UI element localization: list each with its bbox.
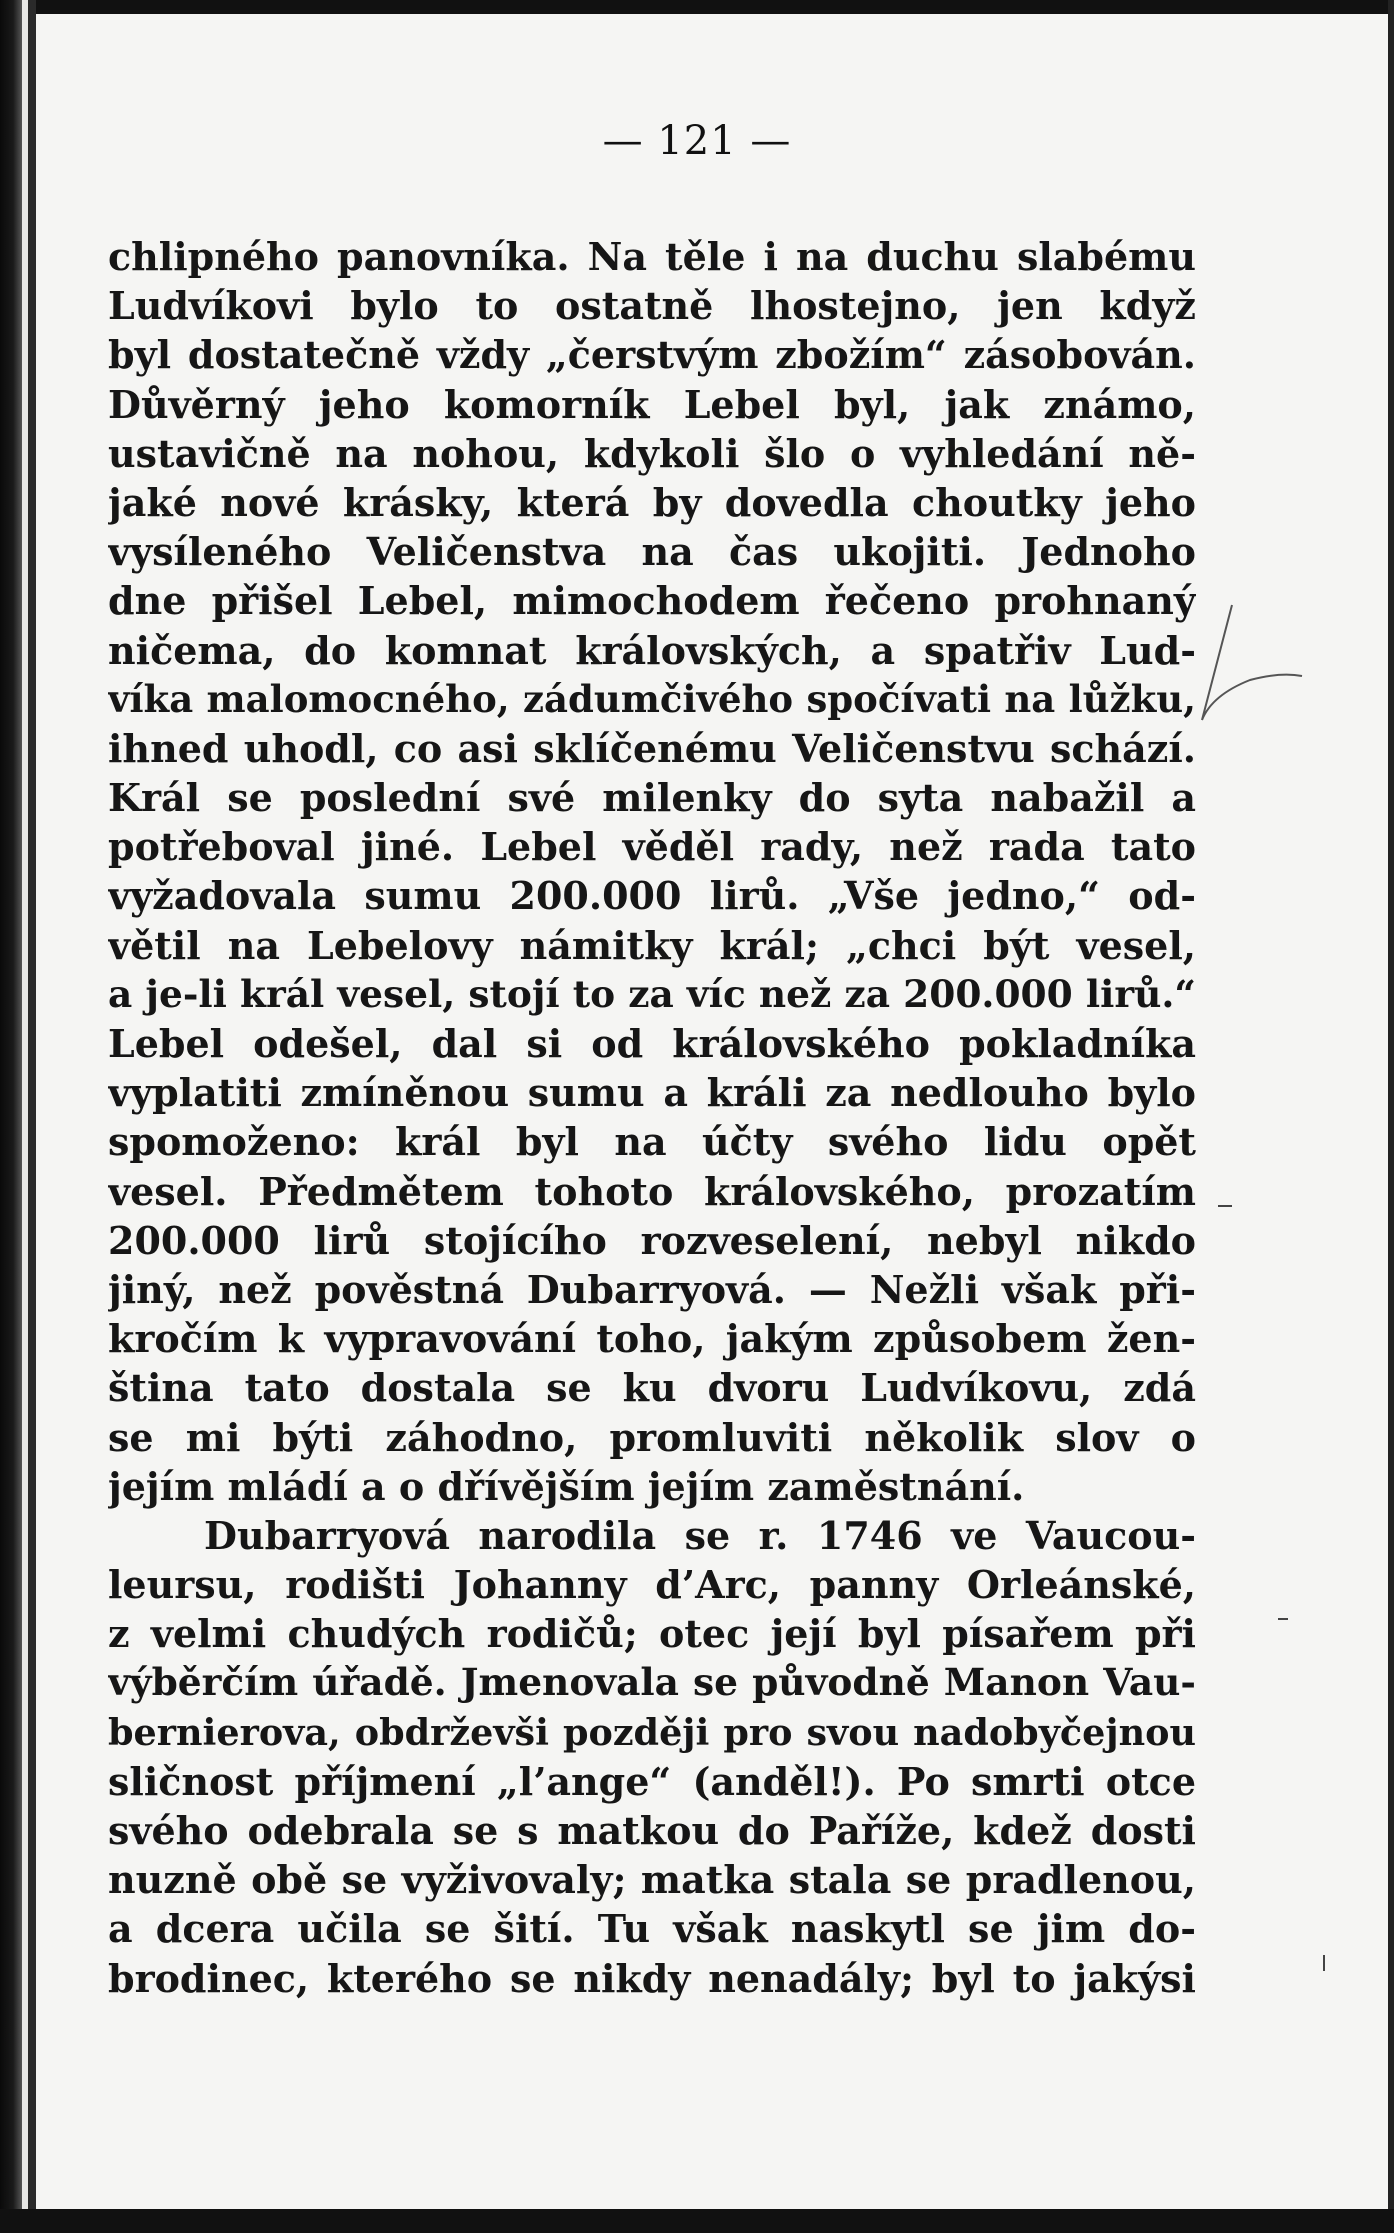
text-line: leursu, rodišti Johanny d’Arc, panny Orleánské, (108, 1562, 1196, 1608)
text-line: nuzně obě se vyživovaly; matka stala se pradlenou, (108, 1857, 1196, 1903)
text-line: jejím mládí a o dřívějším jejím zaměstnání. (108, 1463, 1025, 1509)
text-line: z velmi chudých rodičů; otec její byl písařem při (108, 1611, 1196, 1657)
text-line: a je-li král vesel, stojí to za víc než za 200.000 lirů.“ (108, 971, 1196, 1016)
text-line: svého odebrala se s matkou do Paříže, kdež dosti (108, 1808, 1196, 1853)
margin-mark (1278, 1618, 1288, 1620)
text-line: bernierova, obdrževši později pro svou nadobyčejnou (108, 1710, 1196, 1754)
text-line: kročím k vypravování toho, jakým způsobem žen- (108, 1316, 1196, 1362)
text-line: potřeboval jiné. Lebel věděl rady, než rada tato (108, 824, 1196, 870)
text-line: byl dostatečně vždy „čerstvým zbožím“ zásobován. (108, 332, 1196, 378)
text-line: Důvěrný jeho komorník Lebel byl, jak známo, (108, 381, 1196, 427)
text-line: Dubarryová narodila se r. 1746 ve Vaucou- (204, 1512, 1196, 1558)
text-line: ničema, do komnat královských, a spatřiv Lud- (108, 627, 1196, 673)
text-line: 200.000 lirů stojícího rozveselení, nebyl nikdo (108, 1217, 1196, 1263)
text-line: ihned uhodl, co asi sklíčenému Veličenstvu schází. (108, 725, 1196, 771)
text-line: výběrčím úřadě. Jmenovala se původně Manon Vau- (108, 1660, 1196, 1705)
margin-mark (1218, 1205, 1232, 1207)
text-line: dne přišel Lebel, mimochodem řečeno prohnaný (108, 578, 1196, 624)
text-line: se mi býti záhodno, promluviti několik slov o (108, 1414, 1196, 1460)
scan-edge-line (28, 0, 36, 2233)
scan-edge-right (1388, 0, 1394, 2233)
text-line: vyplatiti zmíněnou sumu a králi za nedlouho bylo (108, 1070, 1196, 1116)
text-line: ština tato dostala se ku dvoru Ludvíkovu, zdá (108, 1365, 1196, 1411)
text-line: Lebel odešel, dal si od královského pokladníka (108, 1021, 1196, 1066)
text-line: jiný, než pověstná Dubarryová. — Nežli však při- (108, 1266, 1196, 1312)
text-line: chlipného panovníka. Na těle i na duchu slabému (108, 234, 1196, 279)
text-line: brodinec, kterého se nikdy nenadály; byl to jakýsi (108, 1955, 1196, 2001)
text-line: víka malomocného, zádumčivého spočívati na lůžku, (108, 676, 1196, 721)
text-line: Král se poslední své milenky do syta nabažil a (108, 775, 1196, 821)
text-line: spomoženo: král byl na účty svého lidu opět (108, 1119, 1196, 1165)
text-line: Ludvíkovi bylo to ostatně lhostejno, jen když (108, 283, 1196, 329)
text-line: a dcera učila se šití. Tu však naskytl se jim do- (108, 1906, 1196, 1952)
page-number: — 121 — (602, 118, 792, 164)
scan-edge-bottom (0, 2209, 1394, 2233)
scan-edge-top (0, 0, 1394, 14)
body-text (108, 232, 1196, 2003)
text-line: vysíleného Veličenstva na čas ukojiti. Jednoho (108, 529, 1196, 575)
margin-pencil-mark (1190, 600, 1310, 740)
text-line: sličnost příjmení „l’ange“ (anděl!). Po smrti otce (108, 1758, 1196, 1804)
margin-mark (1323, 1955, 1325, 1971)
text-line: jaké nové krásky, která by dovedla choutky jeho (108, 479, 1196, 525)
text-line: větil na Lebelovy námitky král; „chci být vesel, (108, 922, 1196, 968)
scan-edge-left (0, 0, 22, 2233)
text-line: vyžadovala sumu 200.000 lirů. „Vše jedno,“ od- (108, 873, 1196, 919)
text-line: vesel. Předmětem tohoto královského, prozatím (108, 1168, 1196, 1214)
text-line: ustavičně na nohou, kdykoli šlo o vyhledání ně- (108, 430, 1196, 476)
